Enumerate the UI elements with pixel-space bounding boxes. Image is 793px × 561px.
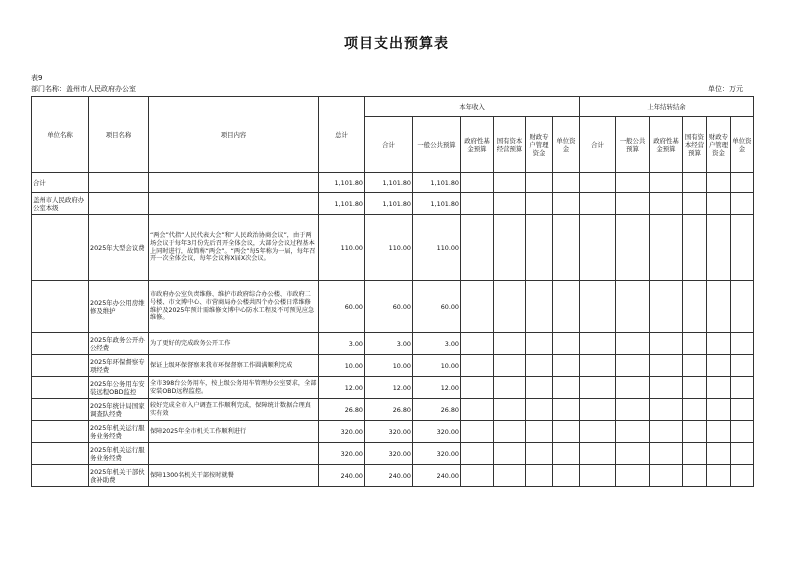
header-prev-general: 一般公共预算 xyxy=(616,117,650,173)
cell-empty xyxy=(580,465,616,487)
cell-empty xyxy=(553,333,580,355)
cell-empty xyxy=(526,333,553,355)
cell-empty xyxy=(616,421,650,443)
cell-empty xyxy=(526,173,553,193)
cell-total: 3.00 xyxy=(319,333,365,355)
page-title: 项目支出预算表 xyxy=(344,36,449,52)
cell-empty xyxy=(731,173,754,193)
cell-project-name: 2025年政务公开办公经费 xyxy=(89,333,149,355)
cell-cur-total: 3.00 xyxy=(365,333,413,355)
cell-empty xyxy=(683,355,707,377)
header-prev-state-capital: 国有资本经营预算 xyxy=(683,117,707,173)
cell-empty xyxy=(461,443,494,465)
cell-empty xyxy=(494,377,526,399)
cell-empty xyxy=(707,355,731,377)
cell-unit-name xyxy=(32,443,89,465)
cell-project-name: 2025年办公用房维修及维护 xyxy=(89,281,149,333)
cell-cur-general: 10.00 xyxy=(413,355,461,377)
cell-empty xyxy=(526,281,553,333)
header-prev-total: 合计 xyxy=(580,117,616,173)
cell-empty xyxy=(494,421,526,443)
cell-empty xyxy=(707,281,731,333)
table-row xyxy=(32,333,754,355)
cell-cur-general: 320.00 xyxy=(413,421,461,443)
cell-total: 1,101.80 xyxy=(319,193,365,215)
cell-cur-general: 1,101.80 xyxy=(413,193,461,215)
header-prev-carryover: 上年结转结余 xyxy=(580,97,754,117)
cell-empty xyxy=(526,377,553,399)
cell-empty xyxy=(553,173,580,193)
cell-empty xyxy=(580,193,616,215)
cell-total: 320.00 xyxy=(319,421,365,443)
cell-empty xyxy=(461,399,494,421)
cell-empty xyxy=(461,355,494,377)
cell-empty xyxy=(683,333,707,355)
cell-project-name xyxy=(89,193,149,215)
header-current-income: 本年收入 xyxy=(365,97,580,117)
cell-empty xyxy=(650,193,683,215)
cell-empty xyxy=(461,215,494,281)
cell-empty xyxy=(731,193,754,215)
cell-empty xyxy=(683,443,707,465)
header-cur-general: 一般公共预算 xyxy=(413,117,461,173)
cell-empty xyxy=(526,421,553,443)
cell-cur-total: 10.00 xyxy=(365,355,413,377)
cell-empty xyxy=(683,465,707,487)
cell-empty xyxy=(580,333,616,355)
cell-empty xyxy=(650,465,683,487)
table-row xyxy=(32,443,754,465)
cell-empty xyxy=(707,377,731,399)
cell-empty xyxy=(650,421,683,443)
header-cur-unit-funds: 单位资金 xyxy=(553,117,580,173)
cell-empty xyxy=(650,281,683,333)
header-total: 总计 xyxy=(319,97,365,173)
cell-project-name xyxy=(89,173,149,193)
cell-cur-total: 320.00 xyxy=(365,421,413,443)
cell-cur-total: 26.80 xyxy=(365,399,413,421)
cell-empty xyxy=(683,215,707,281)
cell-empty xyxy=(494,173,526,193)
unit-label: 单位：万元 xyxy=(708,85,743,93)
cell-empty xyxy=(494,443,526,465)
cell-empty xyxy=(553,465,580,487)
table-row xyxy=(32,193,754,215)
cell-empty xyxy=(553,377,580,399)
cell-empty xyxy=(731,399,754,421)
cell-empty xyxy=(707,421,731,443)
cell-cur-total: 1,101.80 xyxy=(365,193,413,215)
cell-empty xyxy=(731,443,754,465)
budget-table xyxy=(31,96,754,487)
table-row xyxy=(32,377,754,399)
cell-empty xyxy=(707,465,731,487)
cell-empty xyxy=(580,421,616,443)
cell-empty xyxy=(526,355,553,377)
cell-cur-general: 12.00 xyxy=(413,377,461,399)
cell-empty xyxy=(494,333,526,355)
cell-empty xyxy=(683,377,707,399)
cell-unit-name xyxy=(32,465,89,487)
cell-cur-total: 60.00 xyxy=(365,281,413,333)
header-prev-unit-funds: 单位资金 xyxy=(731,117,754,173)
header-project-content: 项目内容 xyxy=(149,97,319,173)
cell-cur-general: 26.80 xyxy=(413,399,461,421)
cell-empty xyxy=(553,281,580,333)
cell-total: 60.00 xyxy=(319,281,365,333)
cell-empty xyxy=(553,421,580,443)
cell-cur-total: 320.00 xyxy=(365,443,413,465)
cell-empty xyxy=(494,399,526,421)
cell-project-name: 2025年统计局国家调查队经费 xyxy=(89,399,149,421)
cell-unit-name: 合计 xyxy=(32,173,89,193)
cell-project-content xyxy=(149,173,319,193)
cell-unit-name xyxy=(32,377,89,399)
cell-empty xyxy=(461,173,494,193)
header-cur-gov-fund: 政府性基金预算 xyxy=(461,117,494,173)
cell-empty xyxy=(494,215,526,281)
cell-empty xyxy=(526,443,553,465)
cell-total: 240.00 xyxy=(319,465,365,487)
cell-project-name: 2025年机关运行服务业务经费 xyxy=(89,421,149,443)
cell-empty xyxy=(650,443,683,465)
cell-empty xyxy=(461,193,494,215)
cell-empty xyxy=(553,355,580,377)
cell-project-content: 为了更好的完成政务公开工作 xyxy=(149,333,319,355)
cell-total: 1,101.80 xyxy=(319,173,365,193)
cell-empty xyxy=(616,281,650,333)
cell-empty xyxy=(580,215,616,281)
cell-empty xyxy=(650,173,683,193)
cell-unit-name xyxy=(32,399,89,421)
cell-project-content: 保障1300名机关干部按时就餐 xyxy=(149,465,319,487)
cell-empty xyxy=(616,377,650,399)
cell-cur-general: 110.00 xyxy=(413,215,461,281)
cell-empty xyxy=(731,421,754,443)
table-row xyxy=(32,215,754,281)
cell-empty xyxy=(616,173,650,193)
cell-empty xyxy=(731,377,754,399)
cell-total: 110.00 xyxy=(319,215,365,281)
cell-empty xyxy=(553,399,580,421)
cell-empty xyxy=(683,421,707,443)
header-cur-total: 合计 xyxy=(365,117,413,173)
header-prev-special-account: 财政专户管理资金 xyxy=(707,117,731,173)
table-row xyxy=(32,173,754,193)
cell-project-name: 2025年机关运行服务业务经费 xyxy=(89,443,149,465)
cell-cur-general: 240.00 xyxy=(413,465,461,487)
cell-empty xyxy=(494,355,526,377)
cell-empty xyxy=(616,399,650,421)
cell-empty xyxy=(494,193,526,215)
cell-empty xyxy=(494,281,526,333)
cell-empty xyxy=(616,355,650,377)
cell-empty xyxy=(683,281,707,333)
cell-empty xyxy=(580,377,616,399)
header-cur-state-capital: 国有资本经营预算 xyxy=(494,117,526,173)
cell-empty xyxy=(707,333,731,355)
cell-cur-total: 12.00 xyxy=(365,377,413,399)
cell-empty xyxy=(650,377,683,399)
table-row xyxy=(32,399,754,421)
cell-cur-general: 320.00 xyxy=(413,443,461,465)
cell-project-name: 2025年机关干部伙食补助费 xyxy=(89,465,149,487)
cell-empty xyxy=(494,465,526,487)
cell-project-name: 2025年公务用车安装远程OBD监控 xyxy=(89,377,149,399)
cell-empty xyxy=(650,215,683,281)
cell-empty xyxy=(707,215,731,281)
cell-empty xyxy=(526,215,553,281)
cell-cur-total: 110.00 xyxy=(365,215,413,281)
cell-empty xyxy=(707,173,731,193)
cell-cur-total: 1,101.80 xyxy=(365,173,413,193)
cell-cur-general: 60.00 xyxy=(413,281,461,333)
cell-empty xyxy=(650,355,683,377)
header-unit-name: 单位名称 xyxy=(32,97,89,173)
cell-empty xyxy=(553,193,580,215)
cell-empty xyxy=(461,421,494,443)
cell-empty xyxy=(461,465,494,487)
cell-project-content: “两会”代指“人民代表大会”和“人民政治协商会议”，由于两场会议于每年3月份先后召开全体会议，大部分会议过程基本上同时进行，故简称“两会”。“两会”每5年称为一届，每年召开一次全体会议，每年会议称X届X次会议。 xyxy=(149,215,319,281)
cell-empty xyxy=(580,173,616,193)
cell-project-content: 市政府办公室负责维修、维护市政府综合办公楼、市政府二号楼、市文博中心、市营商局办公楼共四个办公楼日常维修维护及2025年预计需维修文博中心防水工程及不可预见应急维修。 xyxy=(149,281,319,333)
cell-project-content: 保障2025年全市机关工作顺利进行 xyxy=(149,421,319,443)
table-row xyxy=(32,421,754,443)
cell-empty xyxy=(683,173,707,193)
cell-unit-name xyxy=(32,281,89,333)
cell-empty xyxy=(683,399,707,421)
cell-cur-general: 1,101.80 xyxy=(413,173,461,193)
cell-empty xyxy=(461,377,494,399)
cell-empty xyxy=(616,465,650,487)
cell-unit-name xyxy=(32,355,89,377)
cell-total: 12.00 xyxy=(319,377,365,399)
cell-empty xyxy=(616,193,650,215)
cell-empty xyxy=(731,355,754,377)
cell-empty xyxy=(580,443,616,465)
cell-empty xyxy=(580,355,616,377)
cell-empty xyxy=(707,443,731,465)
cell-empty xyxy=(707,193,731,215)
cell-unit-name xyxy=(32,333,89,355)
cell-empty xyxy=(461,333,494,355)
cell-total: 10.00 xyxy=(319,355,365,377)
header-cur-special-account: 财政专户管理资金 xyxy=(526,117,553,173)
department-name: 部门名称：盖州市人民政府办公室 xyxy=(31,85,136,93)
cell-project-content: 全市398台公务用车，按上级公务用车管理办公室要求，全部安装OBD远程监控。 xyxy=(149,377,319,399)
cell-empty xyxy=(461,281,494,333)
cell-empty xyxy=(731,333,754,355)
cell-empty xyxy=(731,281,754,333)
cell-unit-name: 盖州市人民政府办公室本级 xyxy=(32,193,89,215)
cell-total: 26.80 xyxy=(319,399,365,421)
cell-project-content: 较好完成全市入户调查工作顺利完成，保障统计数据合理真实有效 xyxy=(149,399,319,421)
cell-empty xyxy=(616,215,650,281)
cell-empty xyxy=(553,215,580,281)
cell-empty xyxy=(526,193,553,215)
cell-empty xyxy=(707,399,731,421)
cell-total: 320.00 xyxy=(319,443,365,465)
table-row xyxy=(32,355,754,377)
cell-cur-general: 3.00 xyxy=(413,333,461,355)
table-row xyxy=(32,465,754,487)
cell-cur-total: 240.00 xyxy=(365,465,413,487)
cell-empty xyxy=(616,333,650,355)
cell-project-content xyxy=(149,443,319,465)
cell-unit-name xyxy=(32,421,89,443)
cell-project-content: 保证上级环保督察来我市环保督察工作圆满顺利完成 xyxy=(149,355,319,377)
cell-empty xyxy=(526,465,553,487)
header-project-name: 项目名称 xyxy=(89,97,149,173)
cell-unit-name xyxy=(32,215,89,281)
cell-empty xyxy=(731,465,754,487)
cell-project-content xyxy=(149,193,319,215)
header-prev-gov-fund: 政府性基金预算 xyxy=(650,117,683,173)
cell-empty xyxy=(650,333,683,355)
cell-empty xyxy=(580,399,616,421)
cell-empty xyxy=(683,193,707,215)
cell-empty xyxy=(650,399,683,421)
cell-project-name: 2025年环保督察专项经费 xyxy=(89,355,149,377)
cell-empty xyxy=(580,281,616,333)
table-number: 表9 xyxy=(31,74,43,82)
cell-empty xyxy=(553,443,580,465)
cell-empty xyxy=(526,399,553,421)
cell-empty xyxy=(731,215,754,281)
cell-empty xyxy=(616,443,650,465)
table-row xyxy=(32,281,754,333)
cell-project-name: 2025年大型会议费 xyxy=(89,215,149,281)
